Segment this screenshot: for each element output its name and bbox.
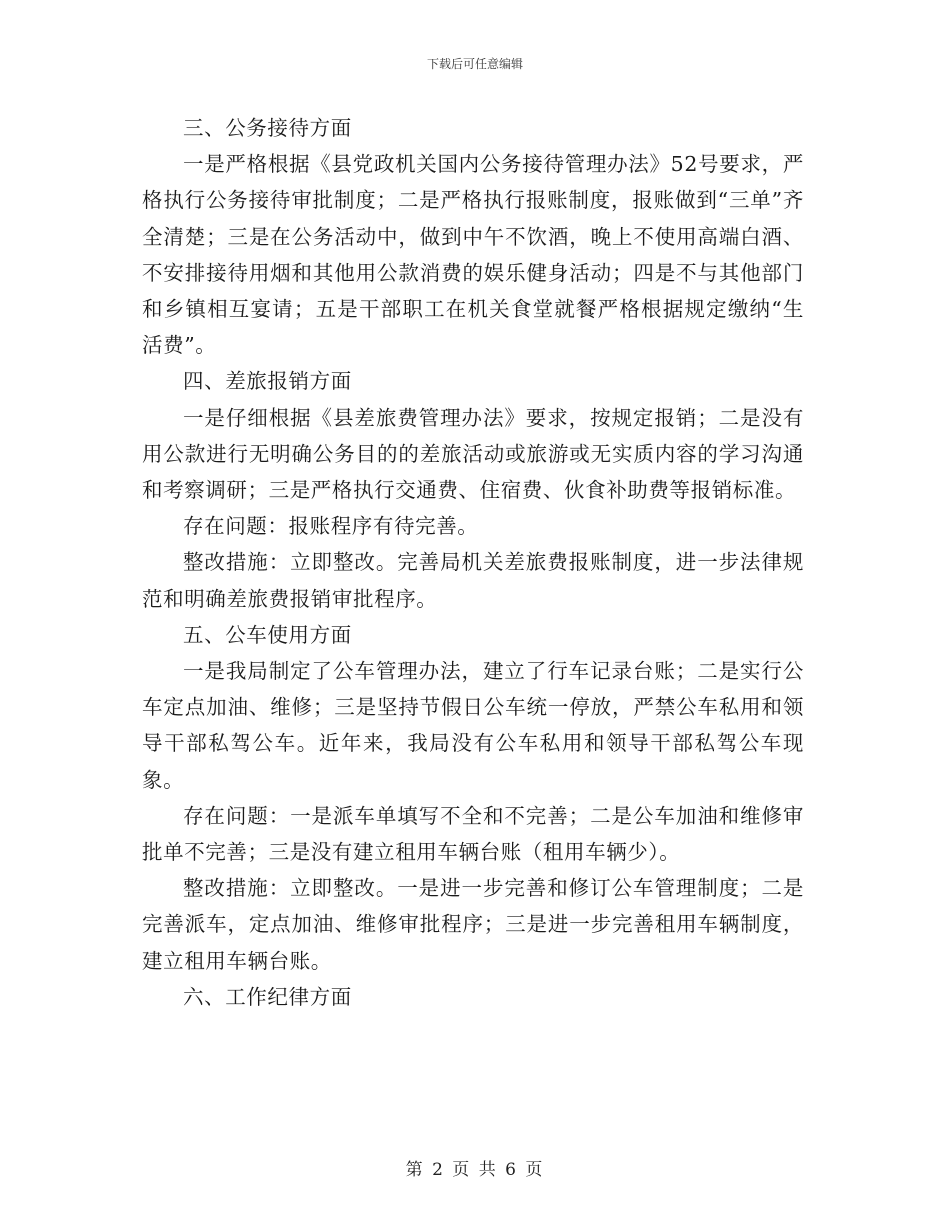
- paragraph-vehicle-measures: 整改措施：立即整改。一是进一步完善和修订公车管理制度；二是完善派车，定点加油、维修审批程序；三是进一步完善租用车辆制度，建立租用车辆台账。: [142, 876, 804, 973]
- section-heading-discipline: 六、工作纪律方面: [183, 984, 352, 1009]
- paragraph-reception: 一是严格根据《县党政机关国内公务接待管理办法》52号要求，严格执行公务接待审批制度；二是严格执行报账制度，报账做到“三单”齐全清楚；三是在公务活动中，做到中午不饮酒，晚上不使用高端白酒、不安排接待用烟和其他用公款消费的娱乐健身活动；四是不与其他部门和乡镇相互宴请；五是干部职工在机关食堂就餐严格根据规定缴纳“生活费”。: [142, 152, 804, 358]
- document-body: [142, 110, 804, 1015]
- page-footer: 第 2 页 共 6 页: [405, 1160, 545, 1180]
- section-heading-reception: 三、公务接待方面: [183, 116, 352, 140]
- paragraph-travel-measures: 整改措施：立即整改。完善局机关差旅费报账制度，进一步法律规范和明确差旅费报销审批程序。: [142, 550, 804, 611]
- paragraph-travel: 一是仔细根据《县差旅费管理办法》要求，按规定报销；二是没有用公款进行无明确公务目的的差旅活动或旅游或无实质内容的学习沟通和考察调研；三是严格执行交通费、住宿费、伙食补助费等报销标准。: [142, 405, 804, 503]
- paragraph-vehicle: 一是我局制定了公车管理办法，建立了行车记录台账；二是实行公车定点加油、维修；三是坚持节假日公车统一停放，严禁公车私用和领导干部私驾公车。近年来，我局没有公车私用和领导干部私驾公车现象。: [142, 659, 804, 792]
- page-header: 下载后可任意编辑: [426, 57, 523, 71]
- section-heading-travel: 四、差旅报销方面: [183, 369, 352, 394]
- paragraph-travel-problem: 存在问题：报账程序有待完善。: [183, 514, 479, 539]
- paragraph-vehicle-problem: 存在问题：一是派车单填写不全和不完善；二是公车加油和维修审批单不完善；三是没有建立租用车辆台账（租用车辆少）。: [142, 803, 804, 865]
- section-heading-vehicle: 五、公车使用方面: [183, 622, 352, 647]
